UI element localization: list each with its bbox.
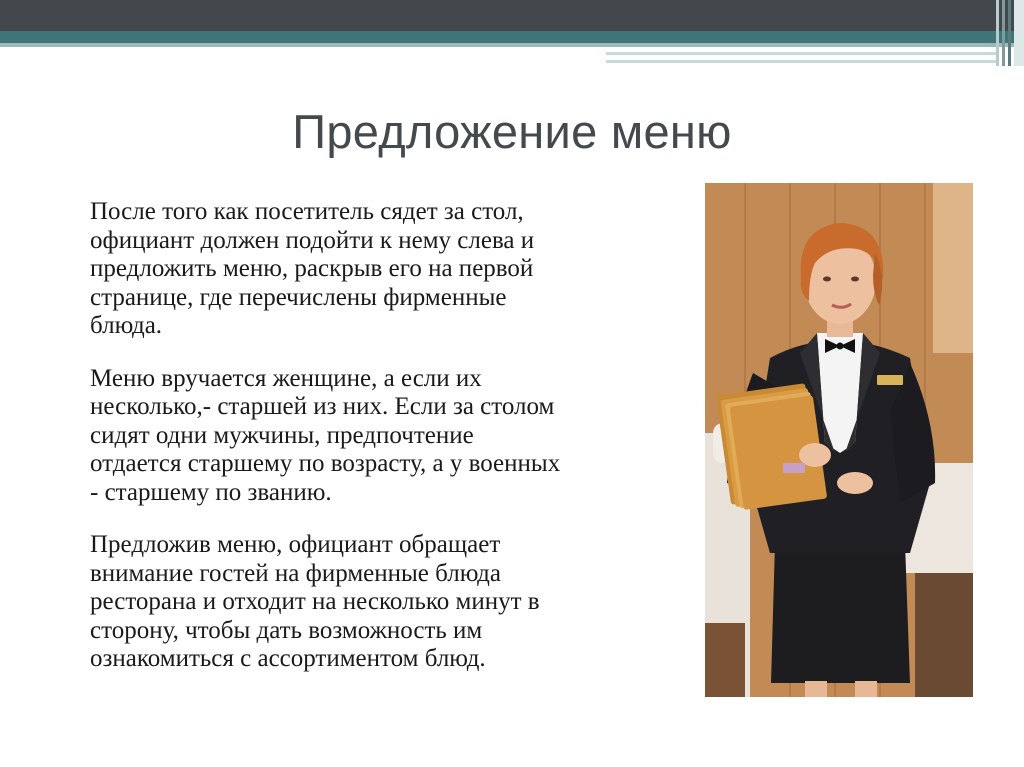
text-line: предложить меню, раскрыв его на первой <box>90 255 534 282</box>
paragraph-3 <box>90 531 690 674</box>
header-accent-line <box>606 52 996 55</box>
text-line: несколько,- старшей из них. Если за столом <box>90 393 555 420</box>
paragraph-1 <box>90 198 690 341</box>
header-accent-line <box>606 60 996 63</box>
waitress-photo <box>705 183 973 697</box>
text-line: сидят одни мужчины, предпочтение <box>90 421 474 449</box>
header-band-light <box>0 43 1024 47</box>
text-line: Меню вручается женщине, а если их <box>90 364 482 392</box>
text-line: внимание гостей на фирменные блюда <box>90 559 501 587</box>
text-line: официант должен подойти к нему слева и <box>90 226 535 254</box>
text-line: ознакомиться с ассортиментом блюд. <box>90 645 486 672</box>
text-line: блюда. <box>90 312 163 339</box>
header-end-bar <box>1002 0 1005 66</box>
slide-body <box>90 198 690 698</box>
header-end-bar <box>1008 0 1011 66</box>
text-line: сторону, чтобы дать возможность им <box>90 616 483 644</box>
paragraph-2 <box>90 365 690 508</box>
header-band-teal <box>0 31 1024 43</box>
header-band-dark <box>0 0 1024 31</box>
slide-title: Предложение меню <box>292 105 732 158</box>
waitress-holding-menus-icon <box>705 183 973 697</box>
header-end-bar <box>996 0 999 66</box>
text-line: отдается старшему по возрасту, а у военных <box>90 450 561 477</box>
text-line: странице, где перечислены фирменные <box>90 283 507 311</box>
text-line: ресторана и отходит на несколько минут в <box>90 588 540 615</box>
text-line: Предложив меню, официант обращает <box>90 531 501 558</box>
text-line: - старшему по званию. <box>90 478 332 506</box>
header-end-bar <box>1014 0 1024 66</box>
text-line: После того как посетитель сядет за стол, <box>90 198 524 225</box>
